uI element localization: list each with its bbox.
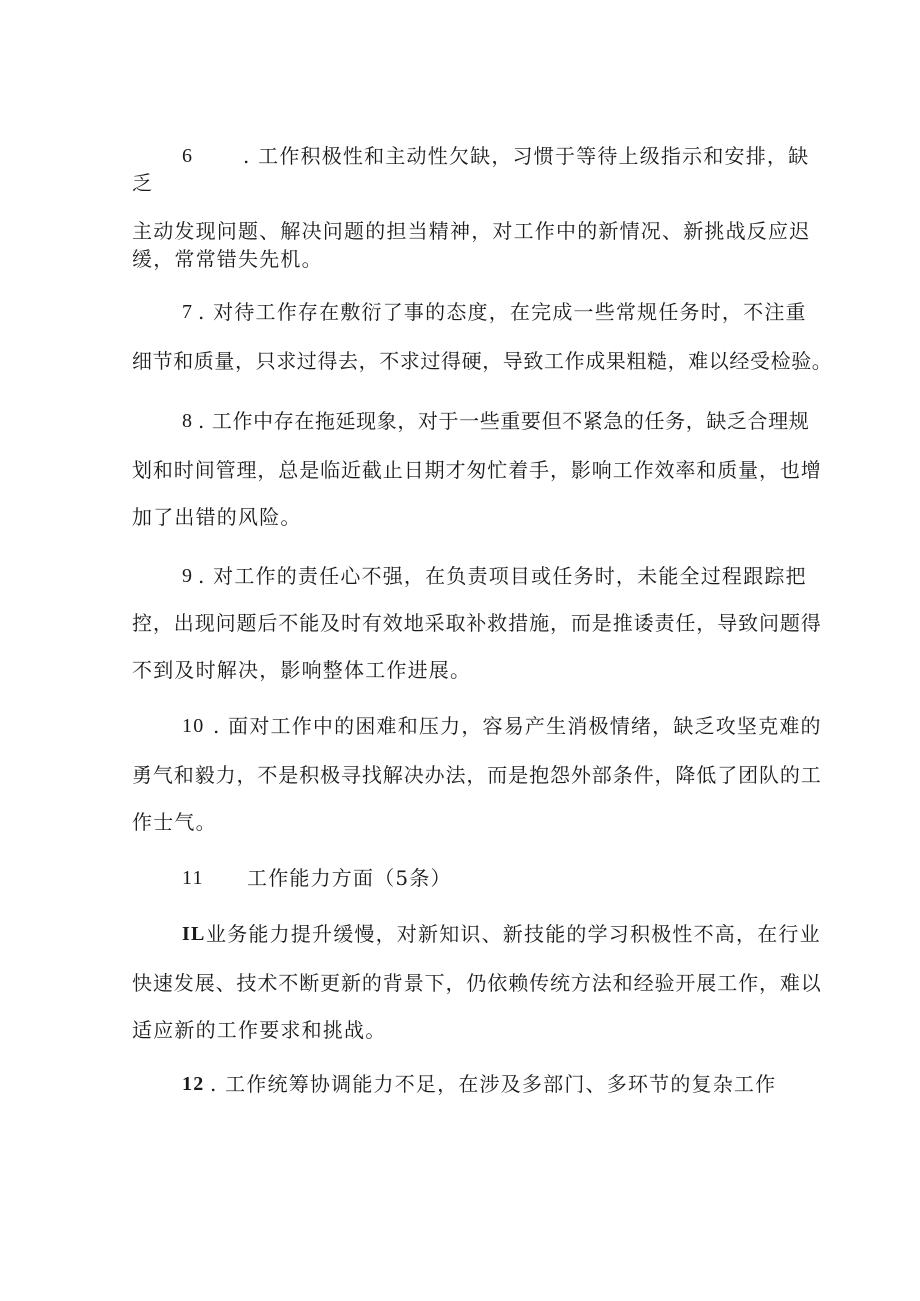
item-8-line-1: . 工作中存在拖延现象，对于一些重要但不紧急的任务，缺乏合理规: [198, 409, 810, 433]
item-11-number: 11: [182, 867, 204, 889]
item-12-number: 12: [182, 1073, 205, 1095]
item-10-line-2: 勇气和毅力，不是积极寻找解决办法，而是抱怨外部条件，降低了团队的工: [132, 763, 822, 787]
item-9-number: 9: [182, 565, 194, 587]
item-6-line-1: . 工作积极性和主动性欠缺，习惯于等待上级指示和安排，缺: [243, 144, 810, 168]
item-9-line-2: 控，出现问题后不能及时有效地采取补救措施，而是推诿责任，导致问题得: [132, 611, 822, 635]
item-il-line-1: 业务能力提升缓慢，对新知识、新技能的学习积极性不高，在行业: [206, 922, 821, 946]
section-heading: 工作能力方面（5条）: [247, 866, 452, 890]
item-7-line-2: 细节和质量，只求过得去，不求过得硬，导致工作成果粗糙，难以经受检验。: [132, 349, 833, 373]
item-10-line-1: . 面对工作中的困难和压力，容易产生消极情绪，缺乏攻坚克难的: [213, 714, 822, 738]
item-7-number: 7: [182, 301, 194, 323]
item-8-line-2: 划和时间管理，总是临近截止日期才匆忙着手，影响工作效率和质量，也增: [132, 458, 822, 482]
item-10-number: 10: [182, 715, 205, 737]
item-9-line-1: . 对工作的责任心不强，在负责项目或任务时，未能全过程跟踪把: [198, 564, 807, 588]
item-9-line-3: 不到及时解决，影响整体工作进展。: [132, 658, 472, 682]
item-il-line-2: 快速发展、技术不断更新的背景下，仍依赖传统方法和经验开展工作，难以: [132, 971, 822, 995]
item-il-line-3: 适应新的工作要求和挑战。: [132, 1018, 387, 1042]
item-6-number: 6: [182, 145, 194, 167]
item-il-number: IL: [182, 923, 206, 945]
item-12-line-1: . 工作统筹协调能力不足，在涉及多部门、多环节的复杂工作: [210, 1072, 777, 1096]
item-8-line-3: 加了出错的风险。: [132, 505, 302, 529]
item-6-line-2: 乏: [132, 171, 154, 195]
item-7-line-1: . 对待工作存在敷衍了事的态度，在完成一些常规任务时，不注重: [198, 300, 807, 324]
item-8-number: 8: [182, 410, 194, 432]
item-10-line-3: 作士气。: [132, 810, 217, 834]
item-6-line-4: 缓，常常错失先机。: [132, 247, 323, 271]
item-6-line-3: 主动发现问题、解决问题的担当精神，对工作中的新情况、新挑战反应迟: [132, 219, 811, 243]
